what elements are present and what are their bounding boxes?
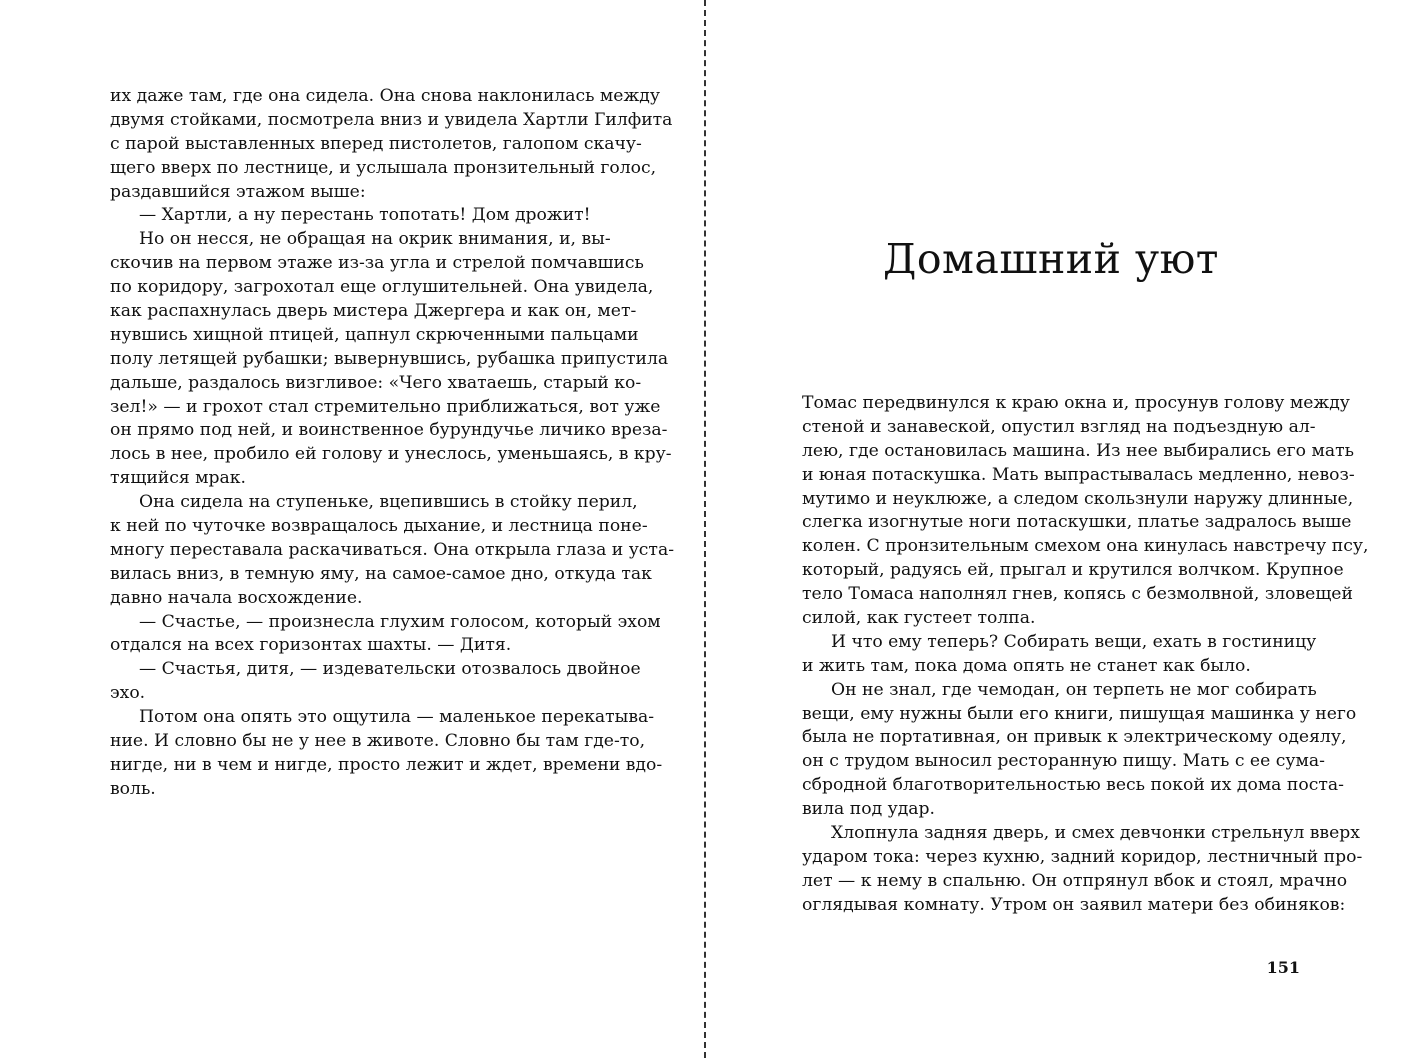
text-line: слегка изогнутые ноги потаскушки, платье задралось выше	[802, 512, 1352, 533]
text-line: Он не знал, где чемодан, он терпеть не мог собирать	[831, 679, 1317, 700]
text-line: мутимо и неуклюже, а следом скользнули наружу длинные,	[802, 488, 1354, 509]
text-line: — Счастья, дитя, — издевательски отозвалось двойное	[139, 659, 641, 680]
text-line: тело Томаса наполнял гнев, копясь с безмолвной, зловещей	[802, 584, 1353, 605]
text-line: ударом тока: через кухню, задний коридор, лестничный про-	[802, 846, 1363, 867]
text-line: давно начала восхождение.	[110, 587, 363, 608]
chapter-title: Домашний уют	[883, 235, 1219, 284]
text-line: лось в нее, пробило ей голову и унеслось, уменьшаясь, в кру-	[110, 444, 672, 465]
text-line: и жить там, пока дома опять не станет как было.	[802, 655, 1251, 676]
text-line: дальше, раздалось визгливое: «Чего хватаешь, старый ко-	[110, 372, 642, 393]
text-line: Томас передвинулся к краю окна и, просунув голову между	[802, 393, 1350, 413]
text-line: Хлопнула задняя дверь, и смех девчонки стрельнул вверх	[831, 823, 1360, 844]
text-line: вещи, ему нужны были его книги, пишущая машинка у него	[802, 703, 1357, 724]
right-page	[706, 0, 1410, 1058]
text-line: отдался на всех горизонтах шахты. — Дитя.	[110, 635, 512, 656]
text-line: тящийся мрак.	[110, 468, 246, 489]
text-line: нувшись хищной птицей, цапнул скрюченными пальцами	[110, 324, 639, 345]
text-line: многу переставала раскачиваться. Она открыла глаза и уста-	[110, 539, 674, 560]
text-line: лет — к нему в спальню. Он отпрянул вбок и стоял, мрачно	[802, 870, 1348, 891]
right-page-text	[802, 392, 1369, 918]
text-line: он прямо под ней, и воинственное бурундучье личико вреза-	[110, 420, 668, 441]
text-line: вилась вниз, в темную яму, на самое-самое дно, откуда так	[110, 563, 652, 584]
text-line: полу летящей рубашки; вывернувшись, рубашка припустила	[110, 348, 669, 369]
text-line: Потом она опять это ощутила — маленькое перекатыва-	[139, 707, 655, 728]
text-line: он с трудом выносил ресторанную пищу. Мать с ее сума-	[802, 751, 1325, 772]
text-line: как распахнулась дверь мистера Джергера и как он, мет-	[110, 301, 637, 322]
text-line: нигде, ни в чем и нигде, просто лежит и ждет, времени вдо-	[110, 754, 663, 775]
text-line: и юная потаскушка. Мать выпрастывалась медленно, невоз-	[802, 464, 1355, 485]
text-line: Она сидела на ступеньке, вцепившись в стойку перил,	[139, 492, 638, 513]
text-line: по коридору, загрохотал еще оглушительней. Она увидела,	[110, 277, 654, 298]
text-line: была не портативная, он привык к электрическому одеялу,	[802, 727, 1347, 748]
text-line: вила под удар.	[802, 799, 936, 820]
text-line: их даже там, где она сидела. Она снова наклонилась между	[110, 86, 660, 106]
text-line: колен. С пронзительным смехом она кинулась навстречу псу,	[802, 536, 1369, 557]
text-line: — Хартли, а ну перестань топотать! Дом дрожит!	[139, 205, 591, 226]
text-line: лею, где остановилась машина. Из нее выбирались его мать	[802, 440, 1354, 461]
text-line: который, радуясь ей, прыгал и крутился волчком. Крупное	[802, 560, 1344, 581]
text-line: эхо.	[110, 683, 146, 704]
page-number: 151	[1266, 958, 1300, 977]
text-line: сбродной благотворительностью весь покой их дома поста-	[802, 775, 1344, 796]
text-line: двумя стойками, посмотрела вниз и увидела Хартли Гилфита	[110, 109, 673, 130]
text-line: с парой выставленных вперед пистолетов, галопом скачу-	[110, 133, 642, 154]
text-line: Но он несся, не обращая на окрик внимания, и, вы-	[139, 229, 611, 250]
text-line: стеной и занавеской, опустил взгляд на подъездную ал-	[802, 416, 1316, 437]
text-line: зел!» — и грохот стал стремительно приближаться, вот уже	[110, 396, 661, 417]
text-line: щего вверх по лестнице, и услышала пронзительный голос,	[110, 157, 657, 178]
text-line: раздавшийся этажом выше:	[110, 181, 366, 202]
left-page-text	[110, 85, 674, 802]
text-line: — Счастье, — произнесла глухим голосом, который эхом	[139, 611, 661, 632]
text-line: ние. И словно бы не у нее в животе. Словно бы там где-то,	[110, 731, 646, 752]
text-line: оглядывая комнату. Утром он заявил матери без обиняков:	[802, 894, 1346, 915]
text-line: скочив на первом этаже из-за угла и стрелой помчавшись	[110, 253, 644, 274]
text-line: воль.	[110, 778, 156, 799]
text-line: И что ему теперь? Собирать вещи, ехать в гостиницу	[831, 631, 1317, 652]
text-line: к ней по чуточке возвращалось дыхание, и лестница поне-	[110, 516, 648, 537]
text-line: силой, как густеет толпа.	[802, 608, 1036, 629]
